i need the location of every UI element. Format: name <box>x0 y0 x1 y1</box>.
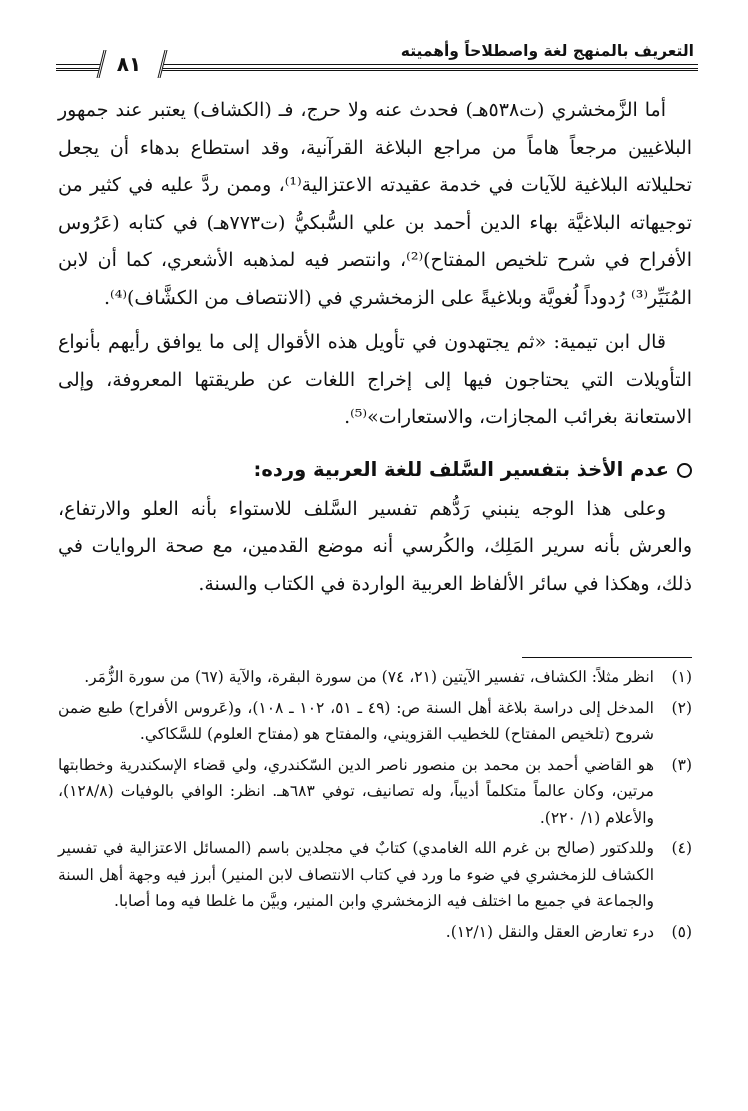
footnote-text: انظر مثلاً: الكشاف، تفسير الآيتين (٢١، ٧٤) من سورة البقرة، والآية (٦٧) من سورة الزُّمَر. <box>84 668 654 686</box>
footnote <box>58 695 692 748</box>
footnote <box>58 664 692 691</box>
section-heading <box>58 453 692 487</box>
footnote-number: (٤) <box>671 839 692 857</box>
footnote-number: (٥) <box>671 922 692 941</box>
footnote-text: هو القاضي أحمد بن محمد بن منصور ناصر الدين السّكندري، ولي قضاء الإسكندرية وخطابتها مرتين، وكان عالماً متكلماً أديباً، وله تصانيف، توفي ٦٨٣هـ. انظر: الوافي بالوفيات (١٢٨/٨)، والأعلام (١/ ٢٢٠). <box>58 755 654 827</box>
footnote-text: درء تعارض العقل والنقل (١٢/١). <box>445 922 654 941</box>
page-number: ٨١ <box>116 52 142 76</box>
footnote-text: وللدكتور (صالح بن غرم الله الغامدي) كتابٌ في مجلدين باسم (المسائل الاعتزالية في تفسير الكشاف للزمخشري في ضوء ما ورد في كتاب الانتصاف لابن المنير) أبرز فيه وجهة أهل السنة والجماعة في جميع ما اختلف فيه الزمخشري وابن المنير، وبيَّن ما غلطا فيه وما أصابا. <box>58 839 654 910</box>
footnote-number: (٢) <box>671 698 692 717</box>
footnote <box>58 919 692 946</box>
running-header <box>56 40 698 76</box>
footnote-number: (٣) <box>671 755 692 774</box>
footnote-separator <box>522 657 692 658</box>
footnote <box>58 752 692 832</box>
footnote-number: (١) <box>671 668 692 686</box>
circle-bullet-icon <box>677 463 692 478</box>
section-heading-text: عدم الأخذ بتفسير السَّلف للغة العربية ورده: <box>253 457 669 481</box>
footnote <box>58 835 692 915</box>
main-text <box>58 92 692 603</box>
running-header-title: التعريف بالمنهج لغة واصطلاحاً وأهميته <box>400 42 694 60</box>
footnotes <box>58 664 692 949</box>
paragraph: وعلى هذا الوجه ينبني رَدُّهم تفسير السَّلف للاستواء بأنه العلو والارتفاع، والعرش بأنه سرير المَلِك، والكُرسي أنه موضع القدمين، مع صحة الروايات في ذلك، وهكذا في سائر الألفاظ العربية الواردة في الكتاب والسنة. <box>58 497 692 595</box>
paragraph: قال ابن تيمية: «ثم يجتهدون في تأويل هذه الأقوال إلى ما يوافق رأيهم بأنواع التأويلات التي يحتاجون فيها إلى إخراج اللغات عن طريقتها المعروفة، وإلى الاستعانة بغرائب المجازات، والاستعارات»⁽⁵⁾. <box>58 331 692 428</box>
footnote-text: المدخل إلى دراسة بلاغة أهل السنة ص: (٤٩ ـ ٥١، ١٠٢ ـ ١٠٨)، و(عَروس الأفراح) طبع ضمن شروح (تلخيص المفتاح) للخطيب القزويني، والمفتاح هو (مفتاح العلوم) للسَّكاكي. <box>58 698 654 743</box>
paragraph: أما الزَّمخشري (ت٥٣٨هـ) فحدث عنه ولا حرج، فـ (الكشاف) يعتبر عند جمهور البلاغيين مرجعاً هاماً من مراجع البلاغة القرآنية، وقد استطاع بدهاء أن يجعل تحليلاته البلاغية للآيات في خدمة عقيدته الاعتزالية⁽¹⁾، وممن ردَّ عليه في كثير من توجيهاته البلاغيَّة بهاء الدين أحمد بن علي السُّبكيُّ (ت٧٧٣هـ) في كتابه (عَرُوس الأفراح في شرح تلخيص المفتاح)⁽²⁾، وانتصر فيه لمذهبه الأشعري، كما أن لابن المُنَيِّر⁽³⁾ رُدوداً لُغويَّة وبلاغيةً على الزمخشري في (الانتصاف من الكشَّاف)⁽⁴⁾. <box>58 99 692 309</box>
